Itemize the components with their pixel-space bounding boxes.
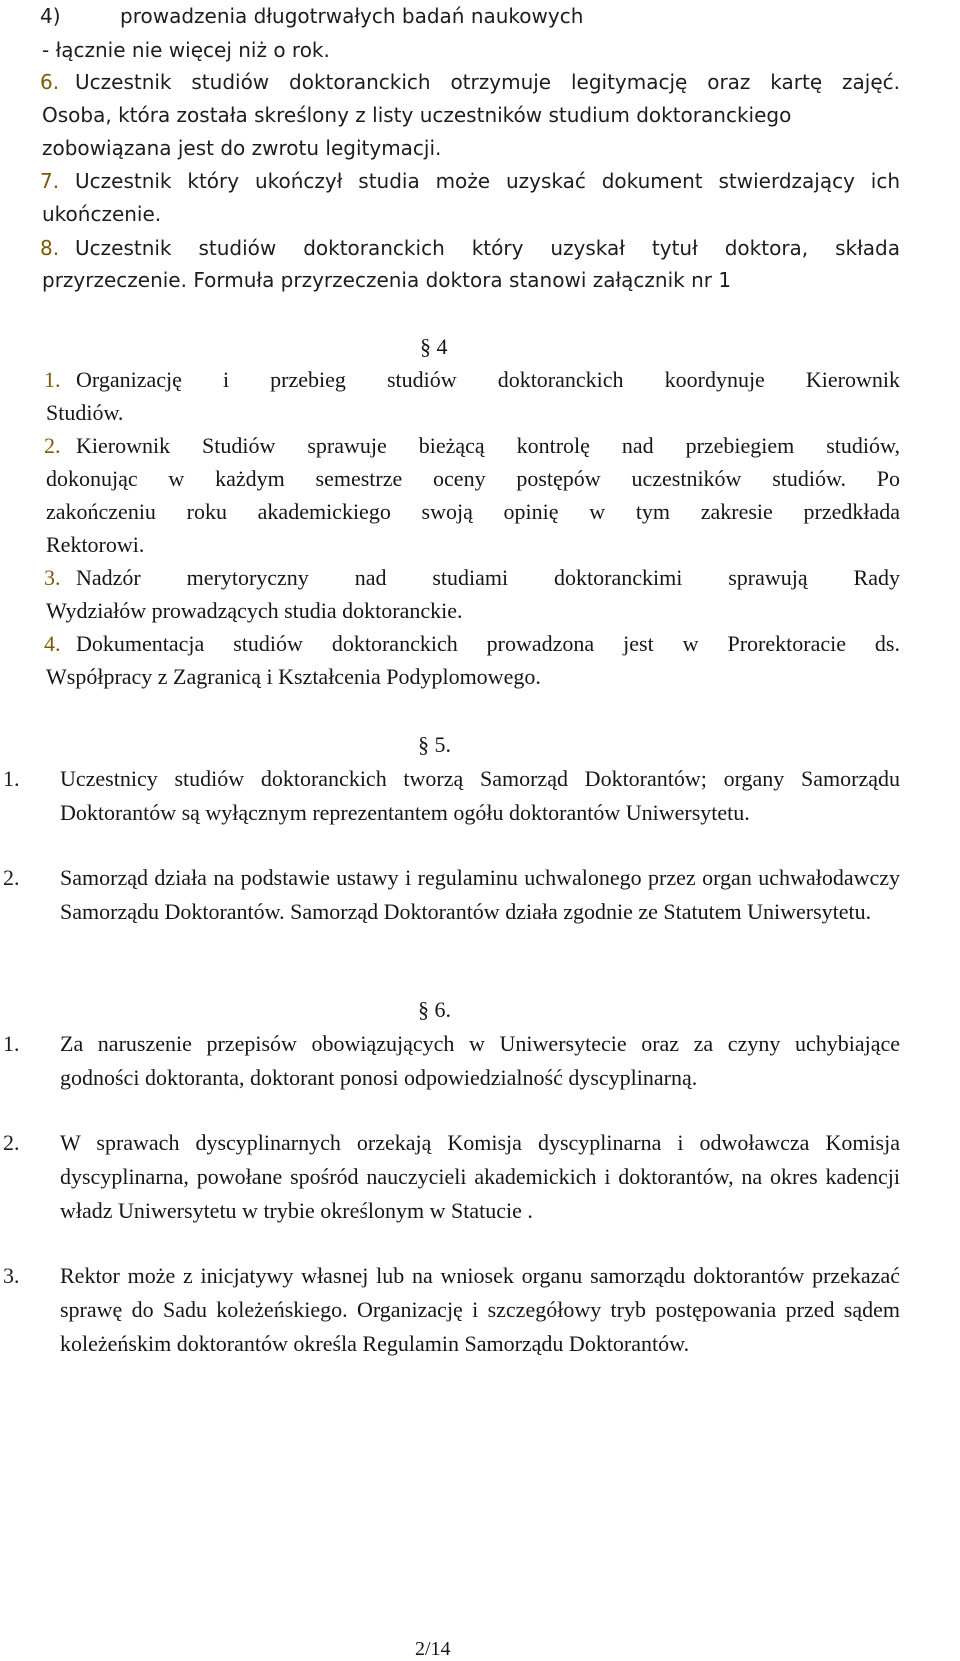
paragraph-text: Dokumentacja studiów doktoranckich prowadzona jest w Prorektoracie ds. (76, 631, 900, 656)
section-heading: § 6. (418, 997, 451, 1022)
list-item (0, 1126, 960, 1261)
paragraph-text: Kierownik Studiów sprawuje bieżącą kontrolę nad przebiegiem studiów, (76, 433, 900, 458)
list-item-text: Samorząd działa na podstawie ustawy i regulaminu uchwalonego przez organ uchwałodawczy Samorządu Doktorantów. Samorząd Doktorantów działa zgodnie ze Statutem Uniwersytetu. (60, 865, 900, 924)
paragraph-text: przyrzeczenie. Formuła przyrzeczenia doktora stanowi załącznik nr 1 (42, 268, 732, 292)
paragraph-text: Uczestnik studiów doktoranckich otrzymuje legitymację oraz kartę zajęć. (75, 70, 900, 94)
section-sign-icon: § (420, 334, 431, 359)
paragraph-text: Organizację i przebieg studiów doktoranckich koordynuje Kierownik (76, 367, 900, 392)
list-item-text: Rektor może z inicjatywy własnej lub na wniosek organu samorządu doktorantów przekazać sprawę do Sadu koleżeńskiego. Organizację i szczegółowy tryb postępowania przed sądem koleżeńskim doktorantów określa Regulamin Samorządu Doktorantów. (60, 1263, 900, 1356)
paragraph-number: 3. (44, 565, 61, 590)
list-item (0, 762, 960, 862)
paragraph-number: 6. (40, 70, 60, 94)
paragraph-text: Osoba, która została skreślony z listy uczestników studium doktoranckiego (42, 103, 792, 127)
paragraph-text: ukończenie. (42, 202, 162, 226)
list-number: 4) (40, 4, 61, 28)
page-number: 2/14 (415, 1638, 451, 1660)
paragraph-number: 8. (40, 236, 60, 260)
list-item-text: W sprawach dyscyplinarnych orzekają Komisja dyscyplinarna i odwoławcza Komisja dyscyplinarna, powołane spośród nauczycieli akademickich i doktorantów, na okres kadencji władz Uniwersytetu w trybie określonym w Statucie . (60, 1130, 900, 1223)
paragraph-text: Nadzór merytoryczny nad studiami doktoranckimi sprawują Rady (76, 565, 900, 590)
list-item-number: 1. (3, 1031, 20, 1056)
list-item-text: - łącznie nie więcej niż o rok. (42, 38, 330, 62)
paragraph-text: zobowiązana jest do zwrotu legitymacji. (42, 136, 442, 160)
paragraph-text: zakończeniu roku akademickiego swoją opinię w tym zakresie przedkłada (46, 499, 900, 524)
list-item (0, 1259, 960, 1394)
paragraph-number: 1. (44, 367, 61, 392)
paragraph-text: Współpracy z Zagranicą i Kształcenia Podyplomowego. (46, 664, 541, 689)
section-heading: § 5. (418, 732, 451, 757)
section-sign-icon: § (418, 997, 429, 1022)
list-item (0, 861, 960, 961)
paragraph-number: 2. (44, 433, 61, 458)
list-item-number: 2. (3, 865, 20, 890)
paragraph-text: dokonując w każdym semestrze oceny postępów uczestników studiów. Po (46, 466, 900, 491)
paragraph-number: 7. (40, 169, 60, 193)
paragraph-text: Uczestnik który ukończył studia może uzyskać dokument stwierdzający ich (75, 169, 900, 193)
list-item-text: Uczestnicy studiów doktoranckich tworzą Samorząd Doktorantów; organy Samorządu Doktorantów są wyłącznym reprezentantem ogółu doktorantów Uniwersytetu. (60, 766, 900, 825)
list-item-number: 2. (3, 1130, 20, 1155)
paragraph-number: 4. (44, 631, 61, 656)
paragraph-text: Studiów. (46, 400, 124, 425)
list-item-text: Za naruszenie przepisów obowiązujących w Uniwersytecie oraz za czyny uchybiające godności doktoranta, doktorant ponosi odpowiedzialność dyscyplinarną. (60, 1031, 900, 1090)
list-item-number: 1. (3, 766, 20, 791)
list-item-number: 3. (3, 1263, 20, 1288)
section-sign-icon: § (418, 732, 429, 757)
paragraph-text: Wydziałów prowadzących studia doktoranckie. (46, 598, 463, 623)
paragraph-text: Rektorowi. (46, 532, 145, 557)
section-heading: § 4 (420, 334, 448, 359)
paragraph-text: Uczestnik studiów doktoranckich który uzyskał tytuł doktora, składa (75, 236, 900, 260)
list-item (0, 1027, 960, 1127)
list-item-text: prowadzenia długotrwałych badań naukowych (120, 4, 584, 28)
